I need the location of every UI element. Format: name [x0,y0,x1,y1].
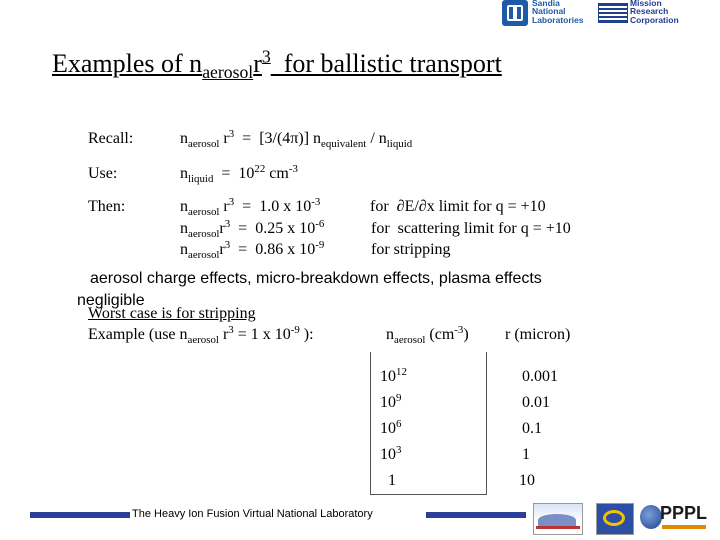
swirl-icon [603,510,625,526]
footer-text: The Heavy Ion Fusion Virtual National Laboratory [132,508,373,520]
formula-text: = 10 [213,165,255,182]
table-cell-density [380,446,401,464]
formula-text: n [180,220,188,237]
title-prefix: Examples of n [52,49,203,78]
then-row [180,198,320,216]
worst-case-text: Worst case is for stripping [88,305,256,322]
formula-sub: aerosol [394,333,426,346]
then-condition: for stripping [371,241,451,258]
table-cell-density [380,368,407,386]
formula-text: n [180,241,188,258]
sandia-logo-line: Sandia [532,0,560,8]
formula-sup: 3 [228,128,235,141]
example-line [88,326,314,344]
sandia-logo-line: Laboratories [532,14,584,25]
then-condition: for ∂E/∂x limit for q = +10 [370,198,546,215]
formula-sup: -9 [290,324,300,337]
mrc-logo-line: Mission [630,0,662,8]
mrc-flag-icon [598,3,628,23]
cell-exp: 3 [396,444,402,457]
then-condition: for scattering limit for q = +10 [371,220,571,237]
use-label: Use: [88,165,118,182]
formula-text: = [3/(4π)] n [234,130,322,147]
formula-text: n [386,326,394,343]
formula-text: cm [265,165,289,182]
cell-base: 10 [380,368,396,385]
logo-stripe [536,526,580,529]
title-superscript: 3 [261,46,271,67]
mrc-logo-line: Corporation [630,14,679,25]
cell-exp: 9 [396,392,402,405]
formula-sub: liquid [386,137,413,150]
table-header-radius: r (micron) [505,326,571,343]
footer-bar-left [30,512,130,518]
formula-sup: -3 [454,324,464,337]
formula-sup: 22 [254,163,266,176]
formula-sub: aerosol [188,248,220,261]
formula-text: = 1 x 10 [233,326,291,343]
mrc-logo-text [630,0,679,24]
recall-formula [180,130,412,148]
formula-sup: -3 [311,196,321,209]
cell-exp: 6 [396,418,402,431]
cell-base: 10 [380,446,396,463]
pppl-wordmark: PPPL [660,503,708,523]
formula-text: n [180,130,188,147]
cell-exp: 12 [396,366,407,379]
formula-text: = 1.0 x 10 [234,198,312,215]
formula-text: Example (use n [88,326,188,343]
footer-bar-right [426,512,526,518]
llnl-logo [596,503,634,535]
formula-text: r [219,220,225,237]
formula-text: r [219,130,229,147]
formula-sub: aerosol [188,227,220,240]
lbnl-logo [533,503,583,535]
formula-text: r [219,241,225,258]
cell-base: 10 [380,420,396,437]
formula-text: = 0.86 x 10 [230,241,316,258]
table-left-border [370,352,371,494]
formula-sup: -9 [315,239,325,252]
table-cell-radius: 0.001 [522,368,558,385]
table-cell-radius: 1 [522,446,530,463]
formula-text: = 0.25 x 10 [230,220,316,237]
sandia-logo [502,0,592,26]
cell-base: 1 [388,472,396,489]
formula-text: r [218,326,229,343]
formula-sup: 3 [224,239,231,252]
formula-text: r [219,198,229,215]
title-base: r [253,49,262,78]
note-line-2: negligible [77,292,145,309]
formula-text: / n [366,130,387,147]
formula-sup: -6 [315,218,325,231]
pppl-stripe [662,525,706,529]
formula-sub: aerosol [187,333,219,346]
table-cell-radius: 10 [519,472,535,489]
table-cell-density [380,394,401,412]
table-header-density [386,326,469,344]
formula-text: ) [463,326,469,343]
table-bottom-border [370,494,487,495]
formula-sup: -3 [288,163,298,176]
formula-sub: equivalent [321,137,367,150]
formula-sub: aerosol [188,205,220,218]
title-suffix: for ballistic transport [270,49,502,78]
note-line-1: aerosol charge effects, micro-breakdown effects, plasma effects [90,270,542,287]
sandia-logo-mark [502,0,528,26]
formula-text: ): [299,326,314,343]
use-formula [180,165,298,183]
then-row [180,241,324,259]
cell-base: 10 [380,394,396,411]
building-icon [538,514,576,526]
formula-text: n [180,198,188,215]
formula-sup: 3 [228,196,235,209]
recall-label: Recall: [88,130,134,147]
table-cell-density [380,420,401,438]
then-row [180,220,324,238]
formula-sub: liquid [188,172,214,185]
table-cell-radius: 0.1 [522,420,542,437]
mrc-logo-line: Research [630,6,669,17]
sandia-logo-line: National [532,6,566,17]
pppl-logo [640,503,710,533]
globe-icon [640,505,662,529]
formula-sup: 3 [224,218,231,231]
page-title [52,46,502,83]
table-cell-radius: 0.01 [522,394,550,411]
formula-text: (cm [425,326,455,343]
table-mid-border [486,352,487,494]
table-cell-density [388,472,396,490]
formula-sup: 3 [228,324,234,337]
then-label: Then: [88,198,126,215]
formula-sub: aerosol [188,137,220,150]
formula-text: n [180,165,188,182]
title-subscript: aerosol [202,62,254,83]
sandia-logo-text [532,0,584,24]
mrc-logo [598,0,684,26]
